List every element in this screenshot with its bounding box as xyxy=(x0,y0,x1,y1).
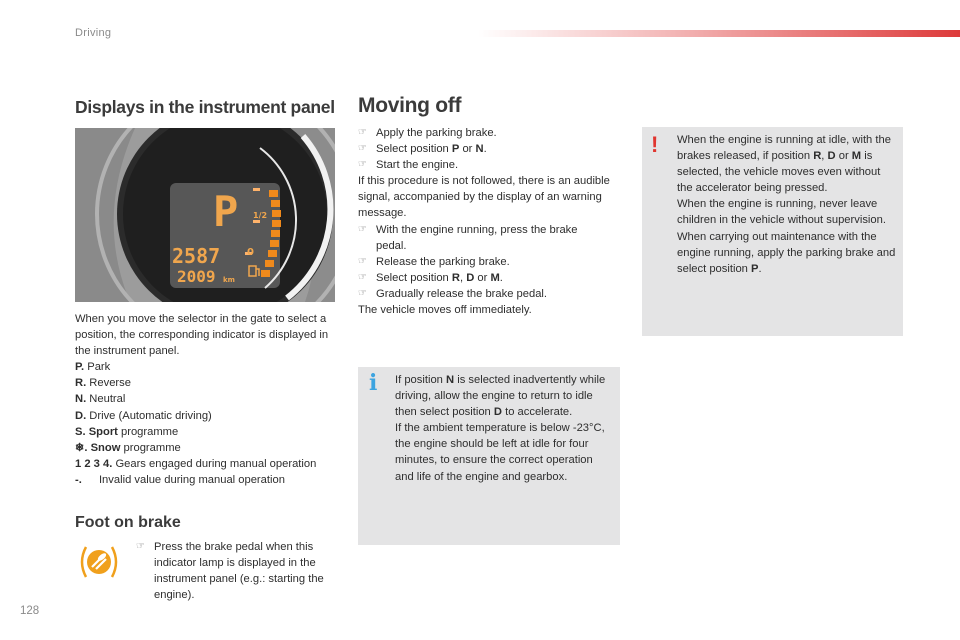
gear-indicator: P xyxy=(213,187,239,236)
section-label: Driving xyxy=(75,27,112,39)
step-release-pedal: ☞ Gradually release the brake pedal. xyxy=(358,286,610,302)
fuel-half-label: 1/2 xyxy=(253,211,268,220)
page-number: 128 xyxy=(20,605,40,617)
instrument-panel-illustration xyxy=(75,128,335,302)
legend-item-neutral: N. Neutral xyxy=(75,393,126,406)
legend-item-park: P. Park xyxy=(75,361,111,374)
displays-intro: When you move the selector in the gate to select a position, the corresponding indicator is displayed in the instrument panel. xyxy=(75,313,329,358)
info-icon: i xyxy=(369,370,378,396)
warning-icon: ! xyxy=(651,132,659,157)
warning-text xyxy=(677,132,897,277)
section-title-foot-on-brake: Foot on brake xyxy=(75,514,181,531)
legend-item-gears: 1 2 3 4. Gears engaged during manual operation xyxy=(75,457,317,470)
warning-paragraph-3: When carrying out maintenance with the engine running, apply the parking brake and select position P. xyxy=(677,230,896,275)
step-select-r-d-m: ☞ Select position R, D or M. xyxy=(358,270,610,286)
step-apply-brake: ☞ Apply the parking brake. xyxy=(358,125,610,141)
step-press-brake: ☞ With the engine running, press the brake pedal. xyxy=(358,222,610,254)
info-paragraph-1: If position N is selected inadvertently while driving, allow the engine to return to idle then select position D to accelerate. xyxy=(395,374,606,419)
moving-off-steps xyxy=(358,125,610,318)
legend-item-invalid: -. Invalid value during manual operation xyxy=(75,473,285,486)
legend-item-snow: ❄. Snow programme xyxy=(75,441,181,454)
trip-unit: km xyxy=(223,276,235,284)
moving-off-note: If this procedure is not followed, there is an audible signal, accompanied by the display of an warning message. xyxy=(358,175,610,220)
fuel-zero-label: 0 xyxy=(247,247,254,258)
odometer-readout: 2587 xyxy=(172,244,221,268)
step-select-p-n: ☞ Select position P or N. xyxy=(358,141,610,157)
info-text xyxy=(395,372,610,485)
info-paragraph-2: If the ambient temperature is below -23°C, the engine should be left at idle for four minutes, to ensure the correct operation and life of the engine and gearbox. xyxy=(395,422,605,483)
trip-readout: 2009 xyxy=(177,267,216,286)
header-accent-bar xyxy=(478,30,960,37)
legend-item-reverse: R. Reverse xyxy=(75,377,131,390)
step-release-brake: ☞ Release the parking brake. xyxy=(358,254,610,270)
moving-off-outro: The vehicle moves off immediately. xyxy=(358,304,532,317)
section-title-displays: Displays in the instrument panel xyxy=(75,97,335,117)
foot-on-brake-text: ☞ Press the brake pedal when this indicator lamp is displayed in the instrument panel (e.g.: starting the engine). xyxy=(136,539,336,603)
step-start-engine: ☞ Start the engine. xyxy=(358,157,610,173)
warning-paragraph-1: When the engine is running at idle, with the brakes released, if position R, D or M is selected, the vehicle moves even without the accelerator being pressed. xyxy=(677,134,891,195)
section-title-moving-off: Moving off xyxy=(358,94,462,117)
warning-paragraph-2: When the engine is running, never leave children in the vehicle without supervision. xyxy=(677,198,886,227)
displays-description xyxy=(75,311,337,488)
instrument-panel-image xyxy=(75,128,335,302)
legend-item-sport: S. Sport programme xyxy=(75,425,179,438)
brake-pedal-icon xyxy=(78,543,120,581)
legend-item-drive: D. Drive (Automatic driving) xyxy=(75,409,212,422)
